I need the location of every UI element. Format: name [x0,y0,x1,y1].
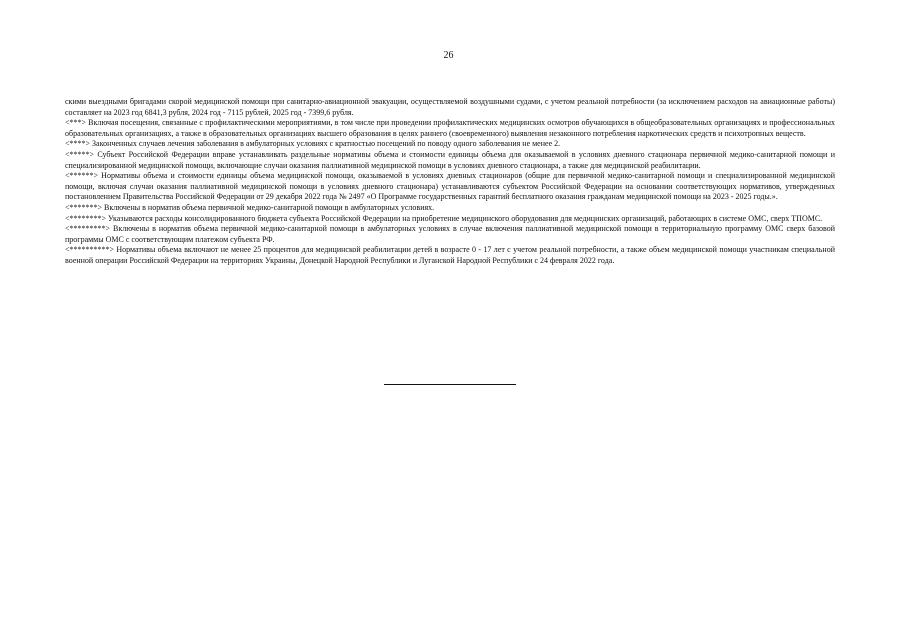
page-number: 26 [443,50,454,61]
footnote-10: <**********> Нормативы объема включают не менее 25 процентов для медицинской реабилитации детей в возрасте 0 - 17 лет с учетом реальной потребности, а также объем медицинской помощи участникам специальной военной операции Российской Федерации на территориях Украины, Донецкой Народной Республики и Луганской Народной Республики с 24 февраля 2022 года. [65,245,835,265]
footnotes-block [65,97,835,267]
end-of-document-rule [384,384,516,385]
footnote-3: <***> Включая посещения, связанные с профилактическими мероприятиями, в том числе при проведении профилактических медицинских осмотров обучающихся в общеобразовательных организациях и профессиональных образовательных организациях, а также в образовательных организациях высшего образования в целях раннего (своевременного) выявления незаконного потребления наркотических средств и психотропных веществ. [65,118,835,138]
footnote-7: <*******> Включены в норматив объема первичной медико-санитарной помощи в амбулаторных условиях. [65,202,435,212]
footnote-9: <*********> Включены в норматив объема первичной медико-санитарной помощи в амбулаторных условиях в случае включения паллиативной медицинской помощи в территориальную программу ОМС сверх базовой программы ОМС с соответствующим платежом субъекта РФ. [65,224,835,244]
footnote-6: <******> Нормативы объема и стоимости единицы объема медицинской помощи, оказываемой в условиях дневных стационаров (общие для первичной медико-санитарной помощи и специализированной медицинской помощи, включая случаи оказания паллиативной медицинской помощи в условиях дневного стационара) устанавливаются субъектом Российской Федерации на основании соответствующих нормативов, утвержденных постановлением Правительства Российской Федерации от 29 декабря 2022 года № 2497 «О Программе государственных гарантий бесплатного оказания гражданам медицинской помощи на 2023 - 2025 годы.». [65,171,835,202]
footnote-8: <********> Указываются расходы консолидированного бюджета субъекта Российской Федерации на приобретение медицинского оборудования для медицинских организаций, работающих в системе ОМС, сверх ТПОМС. [65,213,823,223]
footnote-4: <****> Законченных случаев лечения заболевания в амбулаторных условиях с кратностью посещений по поводу одного заболевания не менее 2. [65,139,561,149]
footnote-continuation: скими выездными бригадами скорой медицинской помощи при санитарно-авиационной эвакуации, осуществляемой воздушными судами, с учетом реальной потребности (за исключением расходов на авиационные работы) составляет на 2023 год 6841,3 рубля, 2024 год - 7115 рублей, 2025 год - 7399,6 рубля. [65,97,835,117]
footnote-5: <*****> Субъект Российской Федерации вправе устанавливать раздельные нормативы объема и стоимости единицы объема для оказываемой в условиях дневного стационара первичной медико-санитарной помощи и специализированной медицинской помощи, включающие случаи оказания паллиативной медицинской помощи в условиях дневного стационара, а также для медицинской реабилитации. [65,149,835,170]
